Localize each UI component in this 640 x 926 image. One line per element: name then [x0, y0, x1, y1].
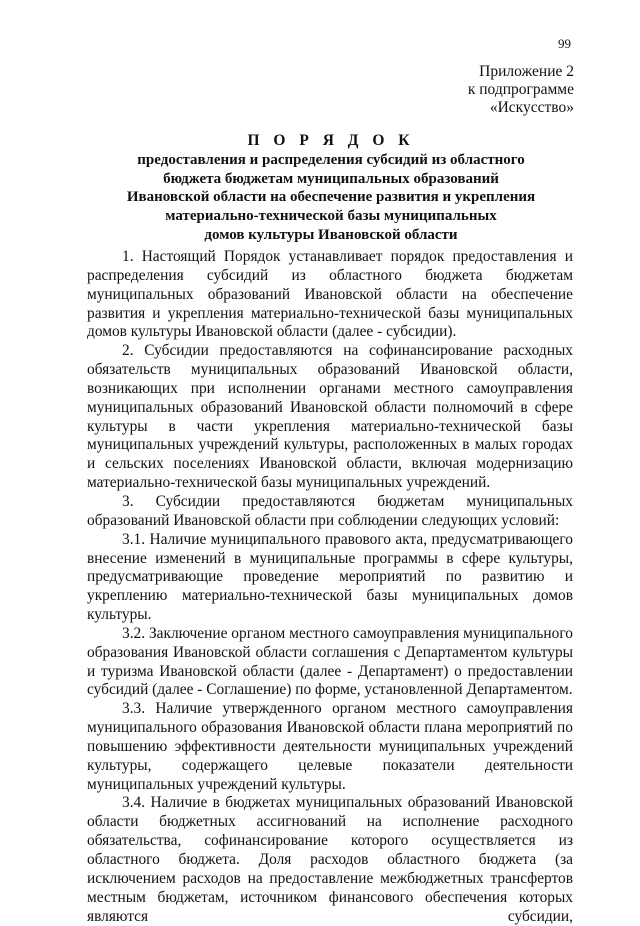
paragraph-3-4: 3.4. Наличие в бюджетах муниципальных образований Ивановской области бюджетных ассигнований на исполнение расходного обязательства, софинансирование которого осуществляется из областного бюджета. Доля расходов областного бюджета (за исключением расходов на предоставление межбюджетных трансфертов местным бюджетам, источником финансового обеспечения которых являются субсидии,: [87, 794, 573, 925]
paragraph-3: 3. Субсидии предоставляются бюджетам муниципальных образований Ивановской области при соблюдении следующих условий:: [87, 492, 573, 529]
title-line: домов культуры Ивановской области: [204, 226, 458, 243]
paragraph-3-2: 3.2. Заключение органом местного самоуправления муниципального образования Ивановской области соглашения с Департаментом культуры и туризма Ивановской области (далее - Департамент) о предоставлении субсидий (далее - Соглашение) по форме, установленной Департаментом.: [87, 624, 573, 699]
paragraph-1: 1. Настоящий Порядок устанавливает порядок предоставления и распределения субсидий из областного бюджета бюджетам муниципальных образований Ивановской области на обеспечение развития и укрепления материально-технической базы муниципальных домов культуры Ивановской области (далее - субсидии).: [87, 248, 573, 341]
title-heading: П О Р Я Д О К: [247, 132, 415, 149]
paragraph-3-1: 3.1. Наличие муниципального правового акта, предусматривающего внесение изменений в муниципальные программы в сфере культуры, предусматривающие проведение мероприятий по развитию и укреплению материально-технической базы муниципальных домов культуры.: [87, 530, 573, 624]
title-line: Ивановской области на обеспечение развития и укрепления: [126, 189, 536, 206]
appendix-reference: [468, 63, 574, 117]
title-line: предоставления и распределения субсидий из областного: [137, 152, 525, 168]
title-line: материально-технической базы муниципальных: [165, 208, 497, 225]
paragraph-2: 2. Субсидии предоставляются на софинансирование расходных обязательств муниципальных образований Ивановской области, возникающих при исполнении органами местного самоуправления муниципальных образований Ивановской области полномочий в сфере культуры в части укрепления материально-технической базы муниципальных учреждений культуры, расположенных в малых городах и сельских поселениях Ивановской области, включая модернизацию материально-технической базы муниципальных учреждений.: [87, 342, 573, 492]
document-body: [87, 248, 573, 926]
paragraph-3-3: 3.3. Наличие утвержденного органом местного самоуправления муниципального образования Ивановской области плана мероприятий по повышению эффективности деятельности муниципальных учреждений культуры, содержащего целевые показатели деятельности муниципальных учреждений культуры.: [87, 700, 573, 793]
page-number: 99: [558, 36, 571, 51]
title-line: бюджета бюджетам муниципальных образований: [163, 170, 499, 187]
appendix-line: к подпрограмме: [467, 81, 574, 98]
document-title: [88, 132, 574, 245]
appendix-line: Приложение 2: [479, 63, 574, 80]
appendix-line: «Искусство»: [489, 99, 574, 116]
